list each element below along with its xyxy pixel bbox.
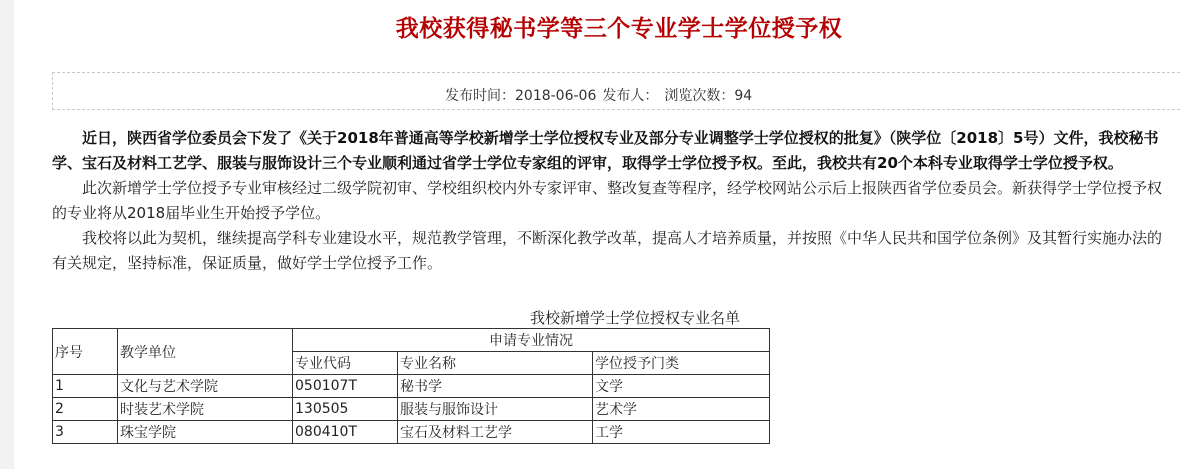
- cell-code: 130505: [293, 398, 398, 421]
- table-row: [53, 421, 770, 444]
- header-name: 专业名称: [398, 352, 593, 375]
- cell-category: 工学: [593, 421, 770, 444]
- cell-unit: 珠宝学院: [118, 421, 293, 444]
- table-caption: 我校新增学士学位授权专业名单: [529, 309, 740, 327]
- table-row: [53, 375, 770, 398]
- cell-code: 080410T: [293, 421, 398, 444]
- cell-category: 艺术学: [593, 398, 770, 421]
- header-unit: 教学单位: [118, 329, 293, 375]
- header-category: 学位授予门类: [593, 352, 770, 375]
- cell-name: 秘书学: [398, 375, 593, 398]
- table-row: [53, 398, 770, 421]
- cell-code: 050107T: [293, 375, 398, 398]
- view-count: 浏览次数：94: [664, 88, 753, 104]
- cell-seq: 3: [53, 421, 118, 444]
- header-code: 专业代码: [293, 352, 398, 375]
- page-title: 我校获得秘书学等三个专业学士学位授予权: [395, 16, 843, 42]
- left-margin-bar: [0, 0, 14, 469]
- article-meta: [445, 85, 758, 105]
- publisher: 发布人：: [602, 88, 659, 104]
- article-body: [52, 126, 1172, 276]
- table-header-row: [53, 329, 770, 352]
- cell-category: 文学: [593, 375, 770, 398]
- publish-time: 发布时间：2018-06-06: [445, 88, 597, 104]
- paragraph-3: 我校将以此为契机，继续提高学科专业建设水平，规范教学管理，不断深化教学改革，提高人才培养质量，并按照《中华人民共和国学位条例》及其暂行实施办法的有关规定，坚持标准，保证质量，做好学士学位授予工作。: [52, 229, 1163, 272]
- header-group: 申请专业情况: [293, 329, 770, 352]
- cell-unit: 文化与艺术学院: [118, 375, 293, 398]
- header-seq: 序号: [53, 329, 118, 375]
- cell-seq: 1: [53, 375, 118, 398]
- cell-unit: 时装艺术学院: [118, 398, 293, 421]
- cell-name: 服装与服饰设计: [398, 398, 593, 421]
- cell-name: 宝石及材料工艺学: [398, 421, 593, 444]
- paragraph-1: 近日，陕西省学位委员会下发了《关于2018年普通高等学校新增学士学位授权专业及部分专业调整学士学位授权的批复》（陕学位〔2018〕5号）文件，我校秘书学、宝石及材料工艺学、服装与服饰设计三个专业顺利通过省学士学位专家组的评审，取得学士学位授予权。至此，我校共有20个本科专业取得学士学位授予权。: [52, 129, 1159, 172]
- major-list-table: [52, 328, 770, 444]
- paragraph-2: 此次新增学士学位授予专业审核经过二级学院初审、学校组织校内外专家评审、整改复查等程序，经学校网站公示后上报陕西省学位委员会。新获得学士学位授予权的专业将从2018届毕业生开始授予学位。: [52, 179, 1163, 222]
- cell-seq: 2: [53, 398, 118, 421]
